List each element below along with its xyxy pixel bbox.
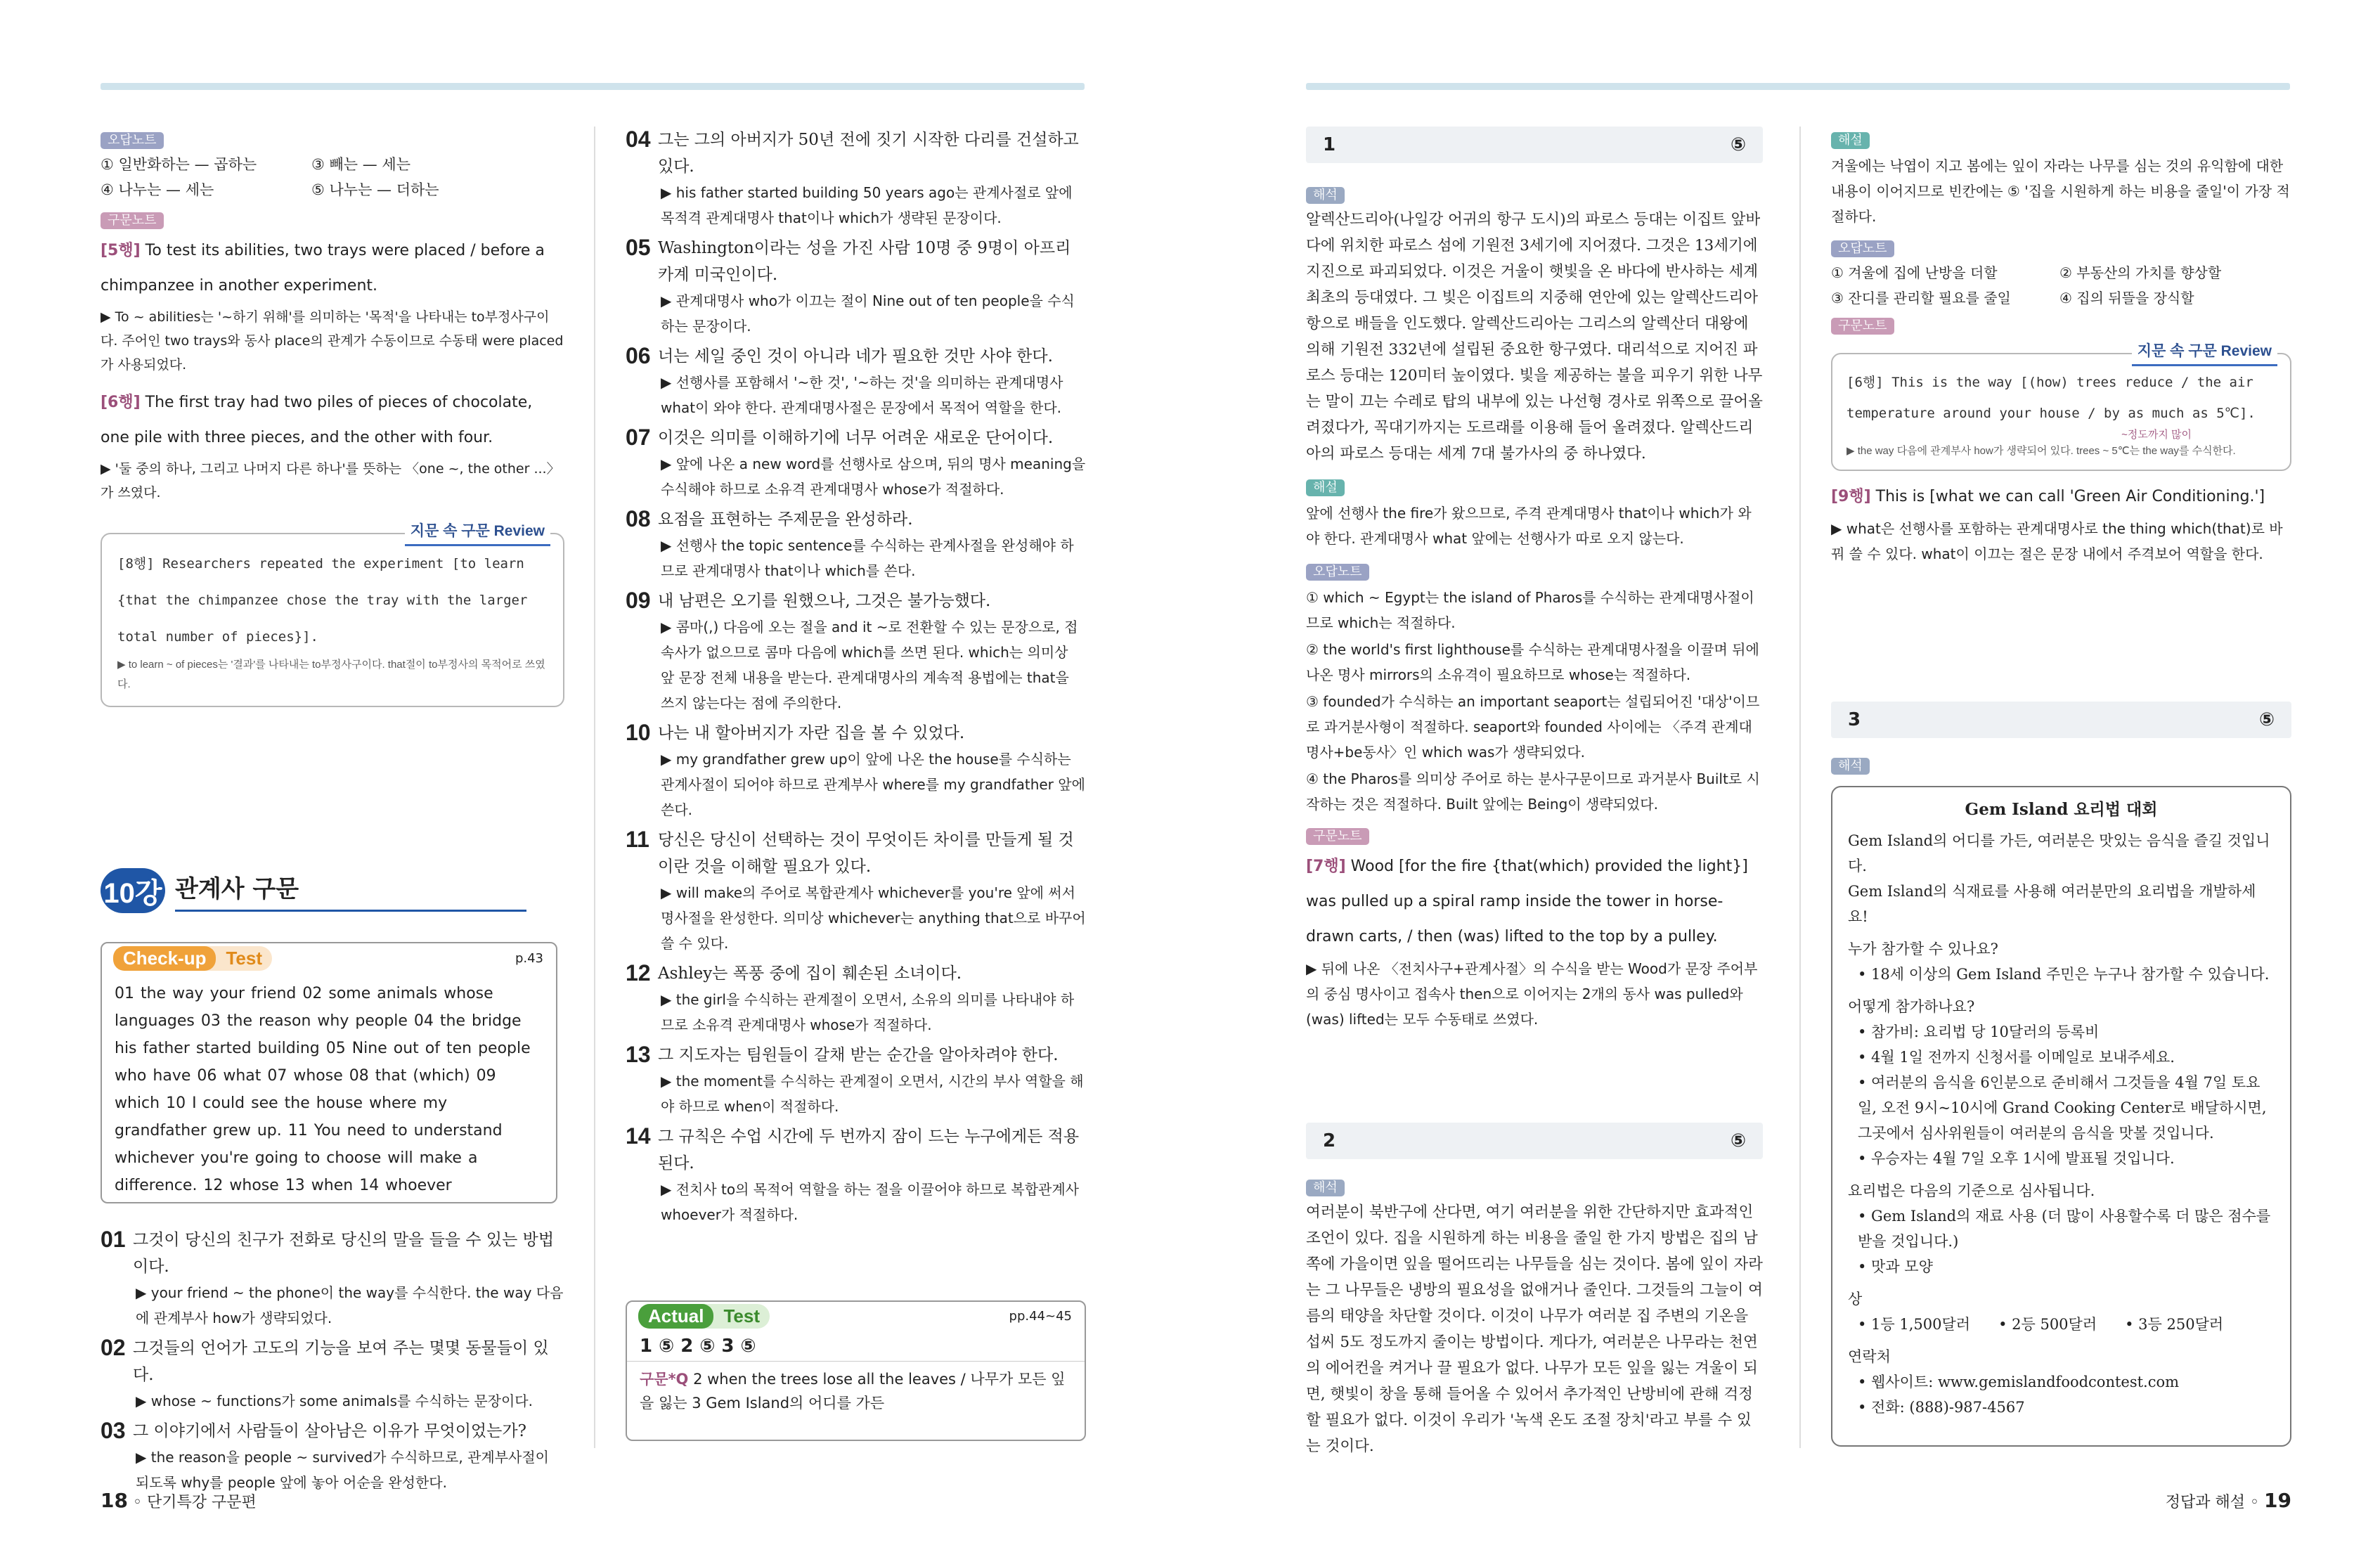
notice-prizes: • 1등 1,500달러 • 2등 500달러 • 3등 250달러 xyxy=(1858,1316,2224,1333)
right-col-3 xyxy=(1306,181,1763,1033)
notice-h2-item: • 여러분의 음식을 6인분으로 준비해서 그것들을 4월 7일 토요일, 오전 9시~10시에 Grand Cooking Center로 배달하시면, 그곳에서 심사위원들이 여러분의 음식을 맛볼 것입니다. xyxy=(1858,1074,2267,1142)
line5: [5행] To test its abilities, two trays were placed / before a chimpanzee in another experiment. xyxy=(101,242,545,295)
list-item: 14 그 규칙은 수업 시간에 두 번까지 잠이 드는 누구에게든 적용된다. ▶ 전치사 to의 목적어 역할을 하는 절을 이끌어야 하므로 복합관계사 whoever가 적절하다. xyxy=(626,1123,1080,1223)
notice-h1: 누가 참가할 수 있나요? xyxy=(1848,941,1998,957)
review-title: 지문 속 구문 Review xyxy=(405,519,550,546)
notice-h2-item: • 4월 1일 전까지 신청서를 이메일로 보내주세요. xyxy=(1858,1049,2175,1066)
notice-h4: 상 xyxy=(1848,1291,1863,1307)
list-item: 13 그 지도자는 팀원들이 갈채 받는 순간을 알아차려야 한다. ▶ the moment를 수식하는 관계절이 오면서, 시간의 부사 역할을 해야 하므로 when이 적절하다. xyxy=(626,1042,1084,1115)
tag-wrong-note: 오답노트 xyxy=(1831,240,1894,257)
notice-p1: Gem Island의 어디를 가든, 여러분은 맛있는 음식을 즐길 것입니다. xyxy=(1848,832,2270,874)
list-item: 05 Washington이라는 성을 가진 사람 10명 중 9명이 아프리카계 미국인이다. ▶ 관계대명사 who가 이끄는 절이 Nine out of ten people을 수식하는 문장이다. xyxy=(626,235,1075,335)
tag-wrong-note: 오답노트 xyxy=(1306,564,1369,581)
chapter-heading xyxy=(101,868,526,913)
s1-line7: [7행] Wood [for the fire {that(which) provided the light}] was pulled up a spiral ramp inside the tower in horse-drawn carts, / then (was) lifted to the top by a pulley. xyxy=(1306,858,1748,945)
s1-wrong-2: ② the world's first lighthouse를 수식하는 관계대명사절을 이끌며 뒤에 나온 명사 mirrors의 소유격이 필요하므로 whose는 적절하다. xyxy=(1306,641,1759,683)
s1-line7-note: ▶ 뒤에 나온 〈전치사구+관계사절〉의 수식을 받는 Wood가 문장 주어부의 중심 명사이고 접속사 then으로 이어지는 2개의 동사 was pulled와 (was) lifted는 모두 수동태로 쓰였다. xyxy=(1306,960,1758,1028)
checkup-box xyxy=(101,942,557,1203)
wrong-item: ⑤ 나누는 — 더하는 xyxy=(311,181,439,198)
list-item: 02 그것들의 언어가 고도의 기능을 보여 주는 몇몇 동물들이 있다. ▶ whose ~ functions가 some animals를 수식하는 문장이다. xyxy=(101,1335,549,1409)
list-item: 12 Ashley는 폭풍 중에 집이 훼손된 소녀이다. ▶ the girl을 수식하는 관계절이 오면서, 소유의 의미를 나타내야 하므로 소유격 관계대명사 whose가 적절하다. xyxy=(626,960,1075,1033)
wrong-items xyxy=(101,152,564,202)
left-col-1 xyxy=(101,127,564,707)
list-item: 09 내 남편은 오기를 원했으나, 그것은 불가능했다. ▶ 콤마(,) 다음에 오는 절을 and it ~로 전환할 수 있는 문장으로, 접속사가 없으므로 콤마 다음에 which를 쓰면 된다. which는 의미상 앞 문장 전체 내용을 받는다. 관계대명사의 계속적 용법에는 that을 쓰지 않는다는 점에 주의한다. xyxy=(626,588,1078,711)
s2-explanation: 겨울에는 낙엽이 지고 봄에는 잎이 자라는 나무를 심는 것의 유익함에 대한 내용이 이어지므로 빈칸에는 ⑤ '집을 시원하게 하는 비용을 줄일'이 가장 적절하다. xyxy=(1831,157,2290,225)
contest-notice xyxy=(1831,786,2291,1447)
notice-h2-item: • 우승자는 4월 7일 오후 1시에 발표될 것입니다. xyxy=(1858,1150,2175,1167)
right-col-3-s2 xyxy=(1306,1174,1763,1459)
notice-p2: Gem Island의 식재료를 사용해 여러분만의 요리법을 개발하세요! xyxy=(1848,883,2256,925)
s2-line9-note: ▶ what은 선행사를 포함하는 관계대명사로 the thing which(that)로 바꿔 쓸 수 있다. what이 이끄는 절은 문장 내에서 주격보어 역할을 한다. xyxy=(1831,520,2283,562)
wrong-item: ① 일반화하는 — 곱하는 xyxy=(101,156,257,173)
chapter-title: 관계사 구문 xyxy=(175,870,526,912)
s2-review-box xyxy=(1831,343,2291,471)
list-item: 11 당신은 당신이 선택하는 것이 무엇이든 차이를 만들게 될 것이란 것을 이해할 필요가 있다. ▶ will make의 주어로 복합관계사 whichever를 you're 앞에 써서 명사절을 완성한다. 의미상 whichever는 anything that으로 바꾸어 쓸 수 있다. xyxy=(626,827,1086,952)
list-item: 03 그 이야기에서 사람들이 살아남은 이유가 무엇이었는가? ▶ the reason을 people ~ survived가 수식하므로, 관계부사절이 되도록 why를 people 앞에 놓아 어순을 완성한다. xyxy=(101,1418,549,1491)
line5-note: ▶ To ~ abilities는 '~하기 위해'를 의미하는 '목적'을 나타내는 to부정사구이다. 주어인 two trays와 동사 place의 관계가 수동이므로 수동태 were placed가 사용되었다. xyxy=(101,309,564,373)
top-rule-left xyxy=(101,83,1085,90)
notice-h2: 어떻게 참가하나요? xyxy=(1848,998,1975,1015)
review-sentence: [6행] This is the way [(how) trees reduce / the air temperature around your house / by as much as 5℃]. xyxy=(1847,375,2256,421)
notice-h3: 요리법은 다음의 기준으로 심사됩니다. xyxy=(1848,1182,2095,1199)
s2-translation: 여러분이 북반구에 산다면, 여기 여러분을 위한 간단하지만 효과적인 조언이 있다. 집을 시원하게 하는 비용을 줄일 한 가지 방법은 집의 남쪽에 가을이면 잎을 떨어뜨리는 나무들을 심는 것이다. 봄에 잎이 자라는 그 나무들은 냉방의 필요성을 없애거나 줄인다. 그것들의 그늘이 여름의 태양을 차단할 것이다. 이것이 나무가 여러분 집 주변의 기온을 섭씨 5도 정도까지 줄이는 방법이다. 게다가, 여러분은 나무라는 천연의 에어컨을 켜거나 끌 필요가 없다. 나무가 모든 잎을 잃는 겨울이 되면, 햇빛이 창을 통해 들어올 수 있어서 추가적인 난방비에 관해 걱정할 필요가 없다. 이것이 우리가 '녹색 온도 조절 장치'라고 부를 수 있는 것이다. xyxy=(1306,1203,1763,1455)
tag-translation: 해석 xyxy=(1306,1180,1345,1196)
s1-wrong-4: ④ the Pharos를 의미상 주어로 하는 분사구문이므로 과거분사 Built로 시작하는 것은 적절하다. Built 앞에는 Being이 생략되었다. xyxy=(1306,770,1760,813)
notice-contact: • 웹사이트: www.gemislandfoodcontest.com xyxy=(1858,1374,2180,1390)
column-divider xyxy=(1799,127,1801,1448)
checkup-answers: 01 the way your friend 02 some animals whose languages 03 the reason why people 04 the bridge his father started building 05 Nine out of ten people who have 06 what 07 whose 08 that (which) 09 which 10 I could see the house where my grandfather grew up. 11 You need to understand whichever you're going to choose will make a difference. 12 whose 13 when 14 whoever xyxy=(115,985,531,1194)
review-box xyxy=(101,523,564,707)
notice-contact: • 전화: (888)-987-4567 xyxy=(1858,1399,2025,1416)
s1-explanation: 앞에 선행사 the fire가 왔으므로, 주격 관계대명사 that이나 which가 와야 한다. 관계대명사 what 앞에는 선행사가 따로 오지 않는다. xyxy=(1306,505,1752,547)
actual-pill: Actual Test xyxy=(638,1304,770,1329)
section-1-bar: 1 ⑤ xyxy=(1306,127,1763,163)
tag-structure-note: 구문노트 xyxy=(101,212,164,229)
line6-note: ▶ '둘 중의 하나, 그리고 나머지 다른 하나'를 뜻하는 〈one ~, the other ...〉가 쓰였다. xyxy=(101,461,560,500)
s2-wrong-items: ① 겨울에 집에 난방을 더할 ② 부동산의 가치를 향상할 ③ 잔디를 관리할 필요를 줄일 ④ 집의 뒤뜰을 장식할 xyxy=(1831,264,2222,306)
column-divider xyxy=(594,127,595,1448)
notice-h5: 연락처 xyxy=(1848,1348,1891,1365)
review-sentence: [8행] Researchers repeated the experiment [to learn {that the chimpanzee chose the tray with the larger total number of pieces}]. xyxy=(117,556,528,645)
wrong-item: ③ 빼는 — 세는 xyxy=(311,156,410,173)
list-item: 08 요점을 표현하는 주제문을 완성하라. ▶ 선행사 the topic sentence를 수식하는 관계사절을 완성해야 하므로 관계대명사 that이나 which를 쓴다. xyxy=(626,506,1074,579)
tag-structure-note: 구문노트 xyxy=(1831,318,1894,335)
review-sub: ~정도까지 많이 xyxy=(2121,429,2192,441)
line6: [6행] The first tray had two piles of pieces of chocolate, one pile with three pieces, and the other with four. xyxy=(101,394,533,446)
footer-right: 정답과 해설 ◦ 19 xyxy=(2165,1489,2291,1512)
wrong-item: ④ 나누는 — 세는 xyxy=(101,181,214,198)
review-note: ▶ the way 다음에 관계부사 how가 생략되어 있다. trees ~ 5℃는 the way를 수식한다. xyxy=(1847,445,2236,457)
checkup-page: p.43 xyxy=(515,950,543,966)
notice-title: Gem Island 요리법 대회 xyxy=(1965,800,2158,819)
review-note: ▶ to learn ~ of pieces는 '결과'를 나타내는 to부정사구이다. that절이 to부정사의 목적어로 쓰였다. xyxy=(117,659,545,690)
list-item: 04 그는 그의 아버지가 50년 전에 짓기 시작한 다리를 건설하고 있다. ▶ his father started building 50 years ago는 관계사절로 앞에 목적격 관계대명사 that이나 which가 생략된 문장이다. xyxy=(626,127,1079,226)
tag-explanation: 해설 xyxy=(1306,479,1345,496)
actual-answers: 1 ⑤ 2 ⑤ 3 ⑤ xyxy=(627,1331,1085,1362)
s1-wrong-1: ① which ~ Egypt는 the island of Pharos를 수식하는 관계대명사절이므로 which는 적절하다. xyxy=(1306,589,1754,631)
chapter-badge: 10강 xyxy=(101,868,165,913)
review-title: 지문 속 구문 Review xyxy=(2132,339,2277,366)
list-item: 07 이것은 의미를 이해하기에 너무 어려운 새로운 단어이다. ▶ 앞에 나온 a new word를 선행사로 삼으며, 뒤의 명사 meaning을 수식해야 하므로 소유격 관계대명사 whose가 적절하다. xyxy=(626,425,1086,498)
right-col-4 xyxy=(1831,127,2291,568)
left-col-1-items xyxy=(101,1227,564,1499)
section-3-bar: 3 ⑤ xyxy=(1831,702,2291,738)
list-item: 01 그것이 당신의 친구가 전화로 당신의 말을 들을 수 있는 방법이다. ▶ your friend ~ the phone이 the way를 수식한다. the way 다음에 관계부사 how가 생략되었다. xyxy=(101,1227,564,1326)
tag-translation: 해석 xyxy=(1831,758,1870,775)
s1-translation: 알렉산드리아(나일강 어귀의 항구 도시)의 파로스 등대는 이집트 앞바다에 위치한 파로스 섬에 기원전 3세기에 지어졌다. 그것은 13세기에 지진으로 파괴되었다. 이것은 거울이 햇빛을 온 바다에 반사하는 세계 최초의 등대였다. 그 빛은 이집트의 지중해 연안에 있는 알렉산드리아 항으로 배들을 인도했다. 알렉산드리아는 그리스의 알렉산더 대왕에 의해 기원전 332년에 설립된 중요한 항구였다. 대리석으로 지어진 파로스 등대는 120미터 높이였다. 빛을 제공하는 불을 피우기 위한 나무는 말이 끄는 수레로 탑의 내부에 있는 나선형 경사로 위쪽으로 끌어올려졌다가, 꼭대기까지는 도르래를 이용해 들어 올려졌다. 알렉산드리아의 파로스 등대는 세계 7대 불가사의 중 하나였다. xyxy=(1306,211,1763,463)
actual-page: pp.44~45 xyxy=(1009,1308,1072,1324)
footer-left: 18 ◦ 단기특강 구문편 xyxy=(101,1489,257,1512)
top-rule-right xyxy=(1306,83,2290,90)
notice-h2-item: • 참가비: 요리법 당 10달러의 등록비 xyxy=(1858,1023,2100,1040)
list-item: 10 나는 내 할아버지가 자란 집을 볼 수 있었다. ▶ my grandfather grew up이 앞에 나온 the house를 수식하는 관계사절이 되어야 하므로 관계부사 where를 my grandfather 앞에 쓴다. xyxy=(626,720,1085,818)
notice-h3-item: • 맛과 모양 xyxy=(1858,1258,1933,1275)
actual-q: 구문*Q 2 when the trees lose all the leaves / 나무가 모든 잎을 잃는 3 Gem Island의 어디를 가든 xyxy=(640,1371,1066,1412)
s2-line9: [9행] This is [what we can call 'Green Air Conditioning.'] xyxy=(1831,488,2265,505)
tag-explanation: 해설 xyxy=(1831,132,1870,149)
s3-tag-wrap xyxy=(1831,752,2291,777)
actual-test-box xyxy=(626,1300,1086,1441)
checkup-pill: Check-up Test xyxy=(113,946,272,971)
list-item: 06 너는 세일 중인 것이 아니라 네가 필요한 것만 사야 한다. ▶ 선행사를 포함해서 '~한 것', '~하는 것'을 의미하는 관계대명사 what이 와야 한다. 관계대명사절은 문장에서 목적어 역할을 한다. xyxy=(626,343,1063,416)
notice-h1-item: • 18세 이상의 Gem Island 주민은 누구나 참가할 수 있습니다. xyxy=(1858,966,2270,983)
tag-structure-note: 구문노트 xyxy=(1306,828,1369,845)
s1-wrong-3: ③ founded가 수식하는 an important seaport는 설립되어진 '대상'이므로 과거분사형이 적절하다. seaport와 founded 사이에는 〈주격 관계대명사+be동사〉인 which was가 생략되었다. xyxy=(1306,693,1760,761)
notice-h3-item: • Gem Island의 재료 사용 (더 많이 사용할수록 더 많은 점수를 받을 것입니다.) xyxy=(1858,1208,2271,1250)
section-2-bar: 2 ⑤ xyxy=(1306,1123,1763,1159)
left-col-2 xyxy=(626,127,1086,1232)
tag-wrong-note: 오답노트 xyxy=(101,132,164,149)
tag-translation: 해석 xyxy=(1306,187,1345,204)
